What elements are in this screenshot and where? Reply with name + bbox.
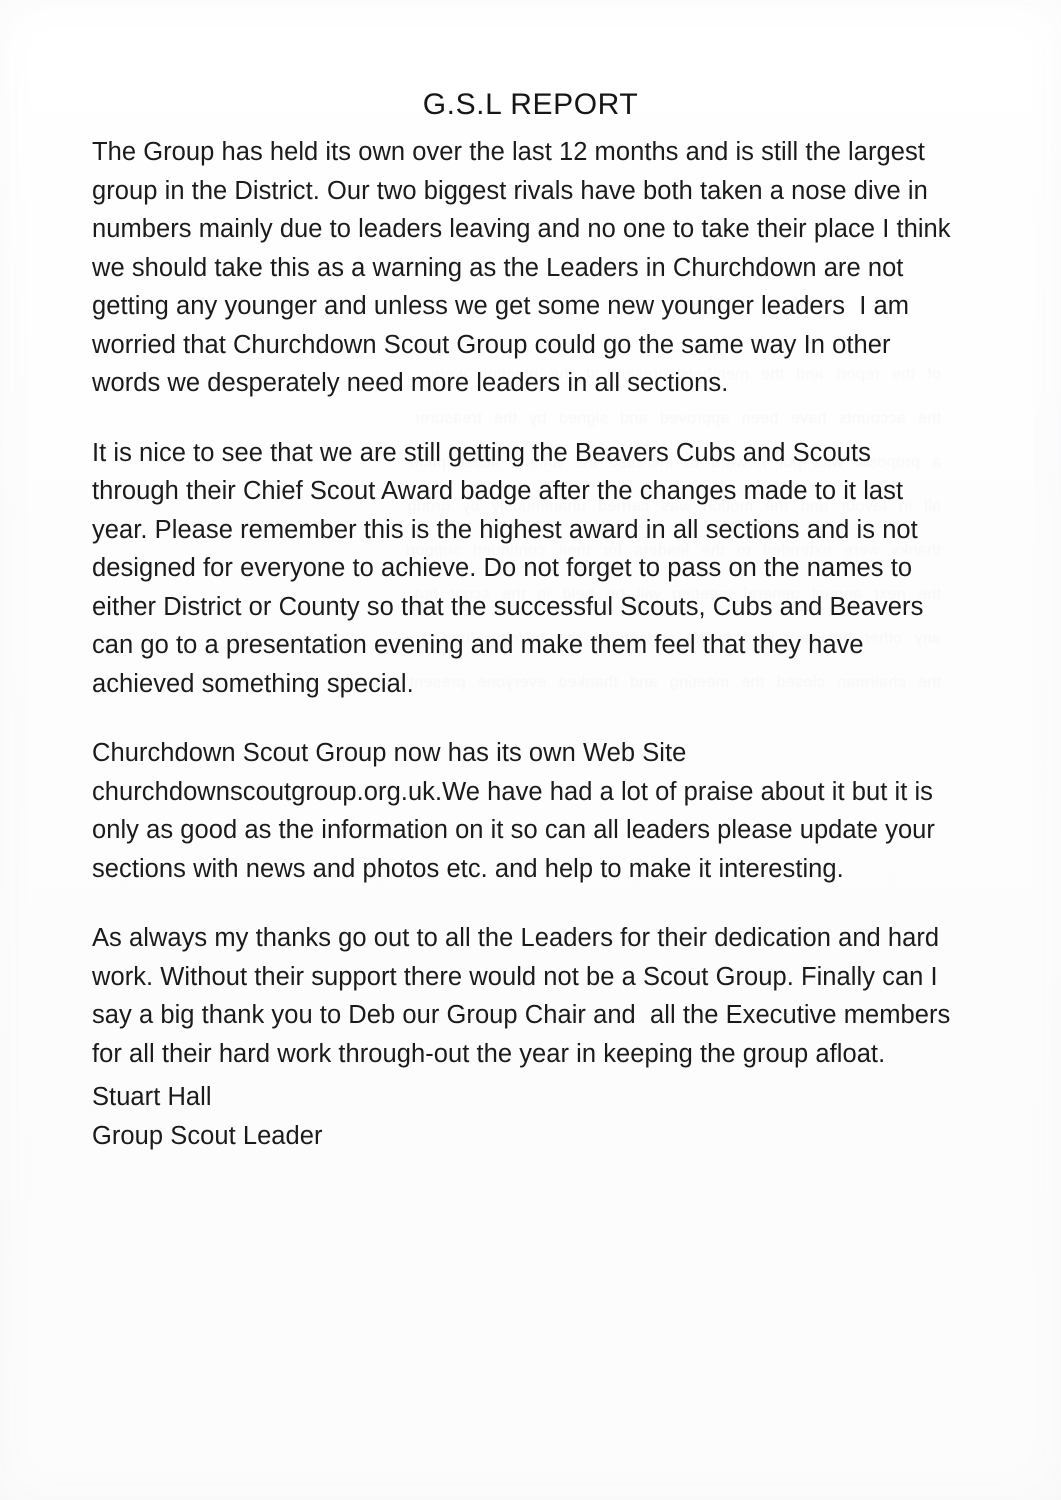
signature-block [92,1078,692,1155]
paragraph-membership-and-leaders: The Group has held its own over the last 12 months and is still the largest group in the District. Our two biggest rivals have both taken a nose dive in numbers mainly due to leaders leaving and no one to take their place I think we should take this as a warning as the Leaders in Churchdown are not getting any younger and unless we get some new younger leaders I am worried that Churchdown Scout Group could go the same way In other words we desperately need more leaders in all sections. [92,138,958,397]
document-title: G.S.L REPORT [422,88,639,122]
document-body [92,133,964,1104]
paragraph-thanks: As always my thanks go out to all the Leaders for their dedication and hard work. Without their support there would not be a Scout Group. Finally can I say a big thank you to Deb our Group Chair and all the Executive members for all their hard work through-out the year in keeping the group afloat. [92,924,965,1068]
signature-name: Stuart Hall [92,1083,212,1111]
signature-role: Group Scout Leader [92,1121,323,1150]
paragraph-website: Churchdown Scout Group now has its own Web Site churchdownscoutgroup.org.uk.We have had a lot of praise about it but it is only as good as the information on it so can all leaders please update your sections with news and photos etc. and help to make it interesting. [92,739,943,883]
paragraph-chief-scout-award: It is nice to see that we are still getting the Beavers Cubs and Scouts through their Chief Scout Award badge after the changes made to it last year. Please remember this is the highest award in all sections and is not designed for everyone to achieve. Do not forget to pass on the names to either District or County so that the successful Scouts, Cubs and Beavers can go to a presentation evening and make them feel that they have achieved something special. [92,438,931,698]
